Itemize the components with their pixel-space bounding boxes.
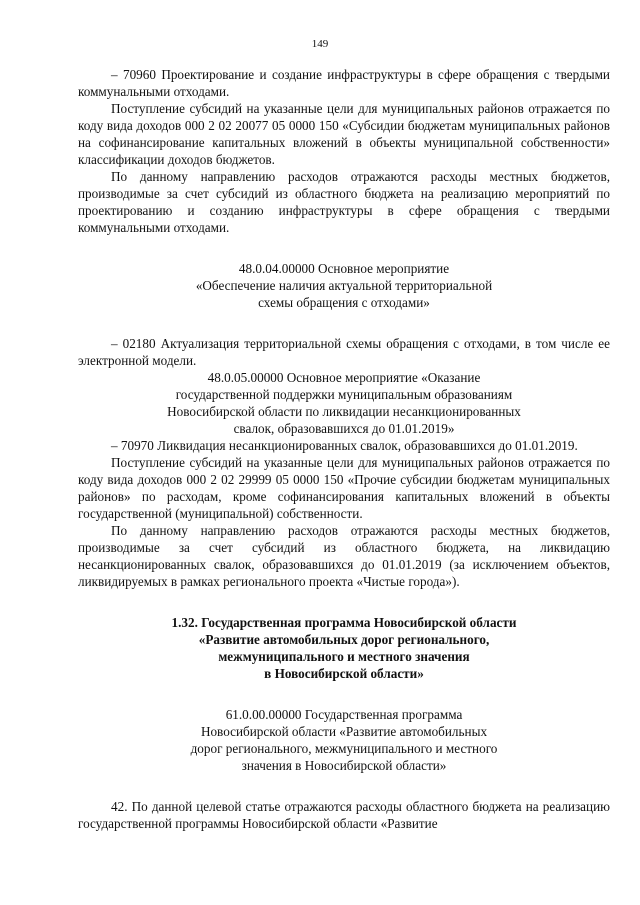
section-title-line: межмуниципального и местного значения (218, 649, 470, 664)
paragraph: – 02180 Актуализация территориальной схемы обращения с отходами, в том числе ее электронной модели. (78, 336, 610, 368)
paragraph: Поступление субсидий на указанные цели для муниципальных районов отражается по коду вида доходов 000 2 02 20077 05 0000 150 «Субсидии бюджетам муниципальных районов на софинансирование капитальных вложений в объекты муниципальной собственности» классификации доходов бюджетов. (78, 101, 610, 167)
heading-line: свалок, образовавшихся до 01.01.2019» (233, 421, 455, 436)
paragraph: 42. По данной целевой статье отражаются расходы областного бюджета на реализацию государственной программы Новосибирской области «Развитие (78, 799, 610, 831)
page-number: 149 (311, 38, 329, 50)
heading-line: 48.0.05.00000 Основное мероприятие «Оказание (207, 370, 481, 385)
heading-line: Новосибирской области по ликвидации несанкционированных (167, 404, 521, 419)
heading-line: значения в Новосибирской области» (241, 758, 447, 773)
paragraph: По данному направлению расходов отражаются расходы местных бюджетов, производимые за счет субсидий из областного бюджета, на ликвидацию несанкционированных свалок, образовавшихся до 01.01.2019 (за исключением объектов, ликвидируемых в рамках регионального проекта «Чистые города»). (78, 523, 610, 589)
section-title-line: «Развитие автомобильных дорог регионального, (198, 632, 490, 647)
paragraph: По данному направлению расходов отражаются расходы местных бюджетов, производимые за счет субсидий из областного бюджета на реализацию мероприятий по проектированию и созданию инфраструктуры в сфере обращения с твердыми коммунальными отходами. (78, 169, 610, 235)
paragraph: Поступление субсидий на указанные цели для муниципальных районов отражается по коду вида доходов 000 2 02 29999 05 0000 150 «Прочие субсидии бюджетам муниципальных районов» по расходам, кроме софинансирования капитальных вложений в объекты государственной (муниципальной) собственности. (78, 455, 610, 521)
paragraph: – 70960 Проектирование и создание инфраструктуры в сфере обращения с твердыми коммунальными отходами. (78, 67, 610, 99)
page-content (78, 66, 610, 832)
section-title-line: 1.32. Государственная программа Новосибирской области (171, 615, 517, 630)
heading-line: 48.0.04.00000 Основное мероприятие (238, 261, 450, 276)
heading-line: «Обеспечение наличия актуальной территориальной (195, 278, 493, 293)
heading-line: дорог регионального, межмуниципального и местного (190, 741, 498, 756)
heading-line: Новосибирской области «Развитие автомобильных (200, 724, 488, 739)
heading-line: 61.0.00.00000 Государственная программа (225, 707, 463, 722)
section-title-line: в Новосибирской области» (264, 666, 424, 681)
heading-line: государственной поддержки муниципальным образованиям (175, 387, 513, 402)
heading-line: схемы обращения с отходами» (258, 295, 430, 310)
paragraph: – 70970 Ликвидация несанкционированных свалок, образовавшихся до 01.01.2019. (111, 438, 578, 453)
